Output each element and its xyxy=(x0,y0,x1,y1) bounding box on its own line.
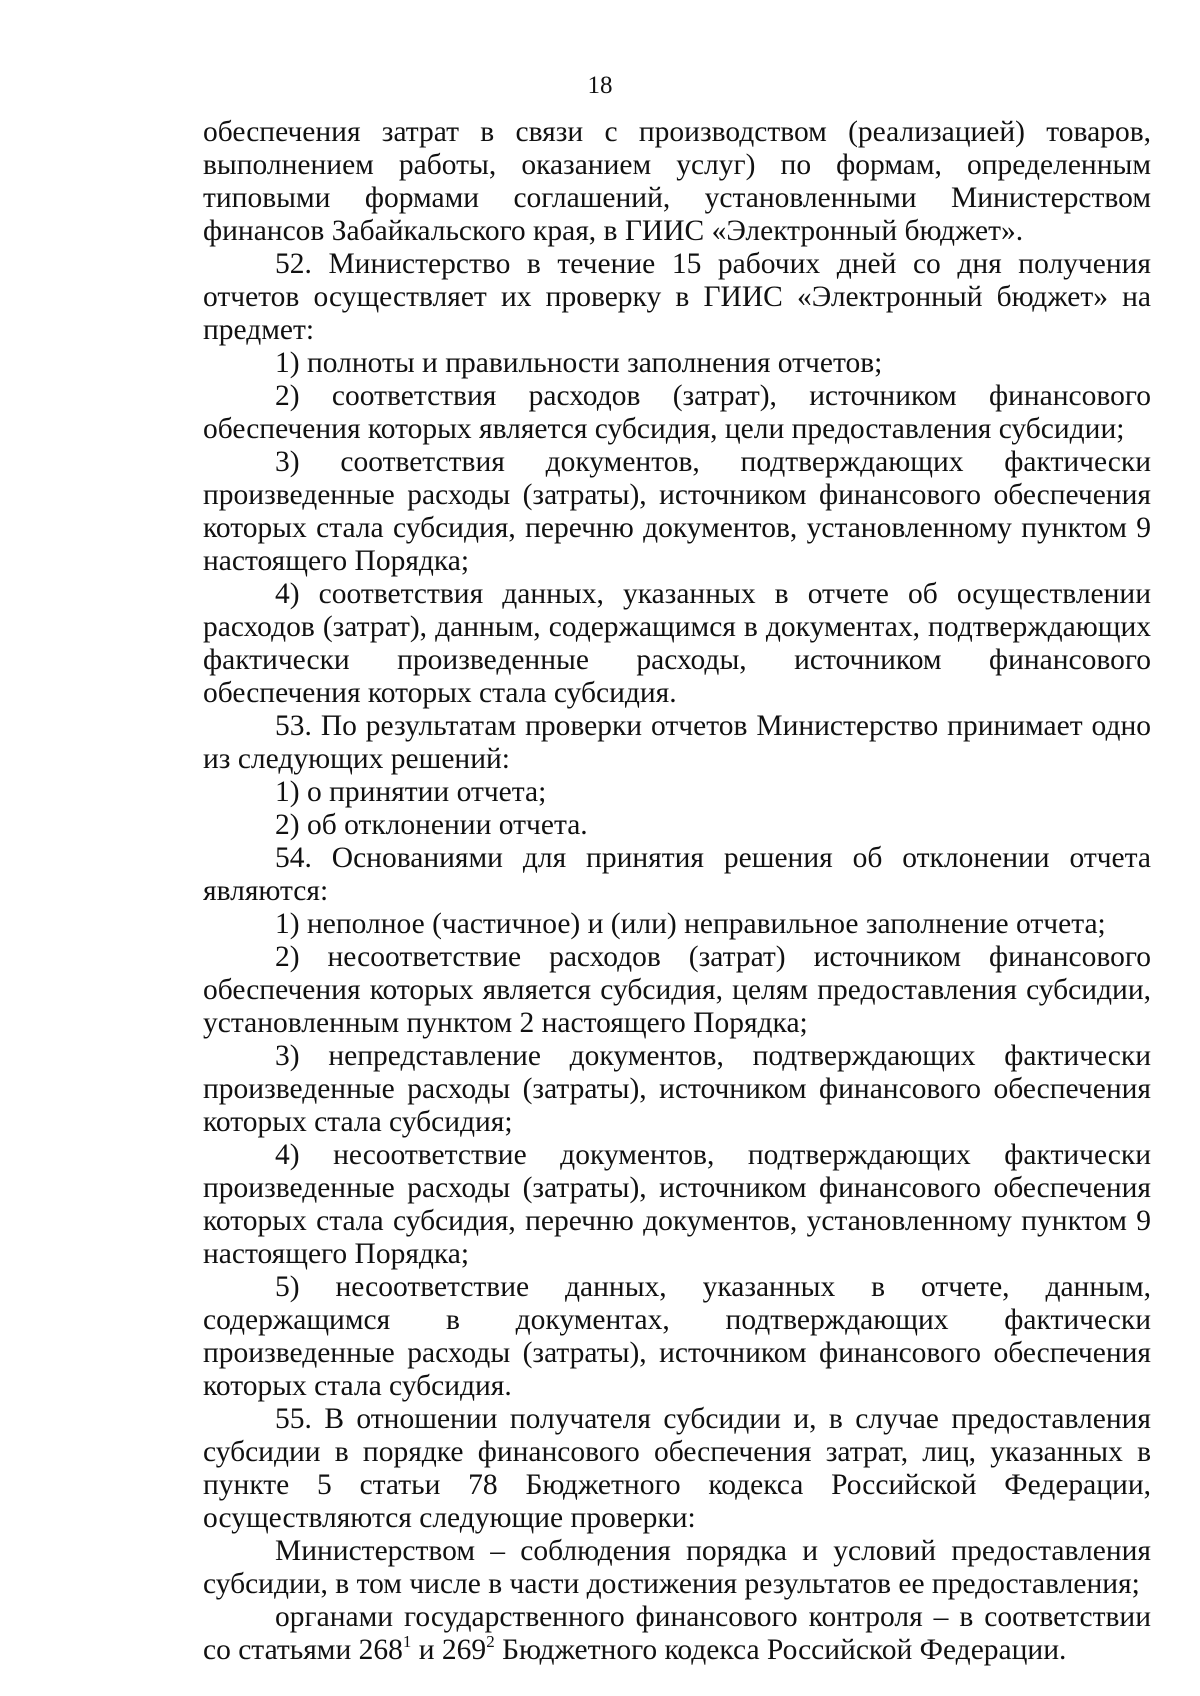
paragraph-52-item-1: 1) полноты и правильности заполнения отчетов; xyxy=(275,347,883,379)
last-paragraph-text-1: органами государственного финансового контроля – в соответствии со статьями 268 xyxy=(203,1601,1151,1666)
paragraph-52-item-3: 3) соответствия документов, подтверждающих фактически произведенные расходы (затраты), источником финансового обеспечения которых стала субсидия, перечню документов, установленному пунктом 9 настоящего Порядка; xyxy=(203,446,1151,577)
paragraph-55-control-bodies xyxy=(203,1601,1151,1667)
paragraph-55-ministry: Министерством – соблюдения порядка и условий предоставления субсидии, в том числе в части достижения результатов ее предоставления; xyxy=(203,1535,1151,1600)
paragraph-52: 52. Министерство в течение 15 рабочих дней со дня получения отчетов осуществляет их проверку в ГИИС «Электронный бюджет» на предмет: xyxy=(203,248,1151,346)
paragraph-54-item-4: 4) несоответствие документов, подтверждающих фактически произведенные расходы (затраты), источником финансового обеспечения которых стала субсидия, перечню документов, установленному пунктом 9 настоящего Порядка; xyxy=(203,1139,1151,1270)
paragraph-54-item-3: 3) непредставление документов, подтверждающих фактически произведенные расходы (затраты), источником финансового обеспечения которых стала субсидия; xyxy=(203,1040,1151,1138)
paragraph-54-item-2: 2) несоответствие расходов (затрат) источником финансового обеспечения которых является субсидия, целям предоставления субсидии, установленным пунктом 2 настоящего Порядка; xyxy=(203,941,1151,1039)
paragraph-53-item-2: 2) об отклонении отчета. xyxy=(275,809,588,841)
paragraph-53: 53. По результатам проверки отчетов Министерство принимает одно из следующих решений: xyxy=(203,710,1151,775)
paragraph-54-item-5: 5) несоответствие данных, указанных в отчете, данным, содержащимся в документах, подтверждающих фактически произведенные расходы (затраты), источником финансового обеспечения которых стала субсидия. xyxy=(203,1271,1151,1402)
paragraph-53-item-1: 1) о принятии отчета; xyxy=(275,776,547,808)
last-paragraph-text-3: Бюджетного кодекса Российской Федерации. xyxy=(494,1634,1067,1666)
superscript-2: 2 xyxy=(486,1632,495,1651)
paragraph-52-item-4: 4) соответствия данных, указанных в отчете об осуществлении расходов (затрат), данным, содержащимся в документах, подтверждающих фактически произведенные расходы, источником финансового обеспечения которых стала субсидия. xyxy=(203,578,1151,709)
document-body xyxy=(203,116,1151,1667)
page-number: 18 xyxy=(587,72,613,99)
paragraph-52-item-2: 2) соответствия расходов (затрат), источником финансового обеспечения которых является субсидия, цели предоставления субсидии; xyxy=(203,380,1151,445)
paragraph-54-item-1: 1) неполное (частичное) и (или) неправильное заполнение отчета; xyxy=(275,908,1106,940)
paragraph-55: 55. В отношении получателя субсидии и, в случае предоставления субсидии в порядке финансового обеспечения затрат, лиц, указанных в пункте 5 статьи 78 Бюджетного кодекса Российской Федерации, осуществляются следующие проверки: xyxy=(203,1403,1151,1534)
superscript-1: 1 xyxy=(402,1632,412,1651)
last-paragraph-text-2: и 269 xyxy=(411,1634,487,1666)
paragraph-54: 54. Основаниями для принятия решения об отклонении отчета являются: xyxy=(203,842,1151,907)
paragraph-continuation: обеспечения затрат в связи с производством (реализацией) товаров, выполнением работы, оказанием услуг) по формам, определенным типовыми формами соглашений, установленными Министерством финансов Забайкальского края, в ГИИС «Электронный бюджет». xyxy=(203,116,1151,247)
